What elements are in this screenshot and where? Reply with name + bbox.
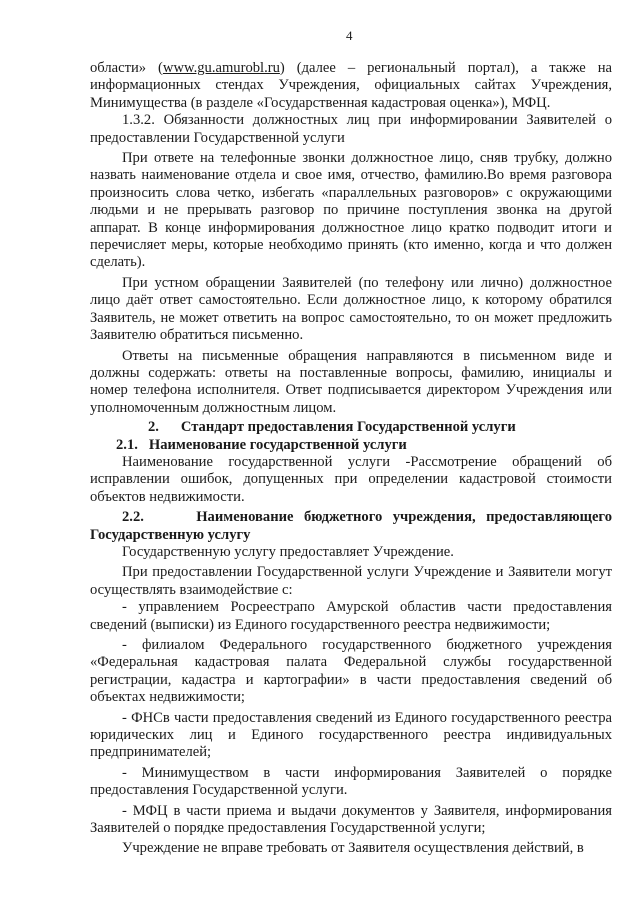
list-item: - ФНСв части предоставления сведений из Единого государственного реестра юридических лиц и Единого государственного реестра индивидуальных предпринимателей; — [90, 709, 612, 761]
paragraph-info-sources: области» (www.gu.amurobl.ru) (далее – региональный портал), а также на информационных стендах Учреждения, официальных сайтах Учреждения, Минимущества (в разделе «Государственная кадастровая оценка»), МФЦ. — [90, 60, 612, 111]
paragraph-interaction: При предоставлении Государственной услуги Учреждение и Заявители могут осуществлять взаимодействие с: — [90, 564, 612, 598]
subsection-1-3-2: 1.3.2. Обязанности должностных лиц при информировании Заявителей о предоставлении Государственной услуги — [90, 112, 612, 146]
paragraph-provider: Государственную услугу предоставляет Учреждение. — [122, 543, 454, 560]
paragraph-restrictions: Учреждение не вправе требовать от Заявителя осуществления действий, в — [122, 840, 584, 857]
page-number: 4 — [346, 28, 353, 43]
list-item: - филиалом Федерального государственного бюджетного учреждения «Федеральная кадастровая палата Федеральной службы государственной регистрации, кадастра и картографии» в части предоставления сведений об объектах недвижимости; — [90, 637, 612, 706]
document-body — [90, 60, 612, 858]
regional-portal-link[interactable]: www.gu.amurobl.ru — [162, 60, 280, 76]
paragraph-written-requests: Ответы на письменные обращения направляются в письменном виде и должны содержать: ответы на поставленные вопросы, фамилию, инициалы и номер телефона исполнителя. Ответ подписывается директором Учреждения или уполномоченным должностным лицом. — [90, 347, 612, 416]
paragraph-oral-requests: При устном обращении Заявителей (по телефону или лично) должностное лицо даёт ответ самостоятельно. Если должностное лицо, к которому обратился Заявитель, не может ответить на вопрос самостоятельно, то он может предложить Заявителю обратиться письменно. — [90, 274, 612, 344]
list-item: - Минимуществом в части информирования Заявителей о порядке предоставления Государственной услуги. — [90, 764, 612, 799]
list-item: - МФЦ в части приема и выдачи документов у Заявителя, информирования Заявителей о порядке предоставления Государственной услуги; — [90, 802, 612, 837]
section-heading-2-2: 2.2. Наименование бюджетного учреждения, предоставляющего Государственную услугу — [90, 509, 612, 543]
list-item: - управлением Росреестрапо Амурской областив части предоставления сведений (выписки) из Единого государственного реестра недвижимости; — [90, 599, 612, 633]
paragraph-service-name: Наименование государственной услуги -Рассмотрение обращений об исправлении ошибок, допущенных при определении кадастровой стоимости объектов недвижимости. — [90, 453, 612, 505]
section-heading-2: 2. Стандарт предоставления Государственной услуги — [148, 419, 516, 436]
section-heading-2-1: 2.1. Наименование государственной услуги — [116, 436, 407, 453]
paragraph-phone-calls: При ответе на телефонные звонки должностное лицо, сняв трубку, должно назвать наименование отдела и свое имя, отчество, фамилию.Во время разговора произносить слова четко, избегать «параллельных разговоров» с окружающими людьми и не прерывать разговор по причине поступления звонка на другой аппарат. В конце информирования должностное лицо кратко подводит итоги и перечисляет меры, которые необходимо принять (кто именно, когда и что должен сделать). — [90, 150, 612, 271]
